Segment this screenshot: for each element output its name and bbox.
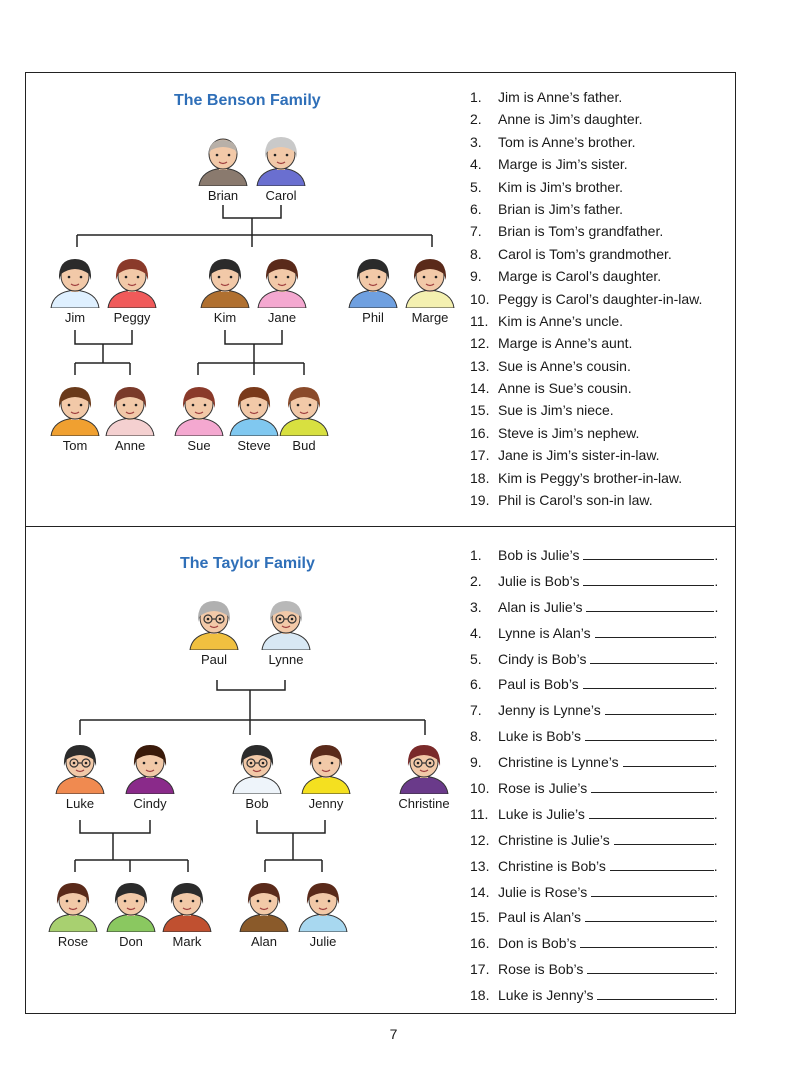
person-name-label: Tom bbox=[62, 438, 88, 453]
question-text: Rose is Bob’s bbox=[498, 961, 588, 978]
question-row bbox=[470, 932, 718, 958]
sentence-row bbox=[470, 108, 702, 130]
person-name-label: Carol bbox=[265, 188, 297, 203]
sentence-row bbox=[470, 399, 702, 421]
question-text: Jenny is Lynne’s bbox=[498, 702, 605, 719]
question-number: 13. bbox=[470, 857, 490, 874]
person-name-label: Luke bbox=[65, 796, 95, 811]
person-portrait-icon bbox=[234, 874, 294, 932]
person-name-label: Cindy bbox=[133, 796, 167, 811]
person-name-label: Jenny bbox=[308, 796, 344, 811]
period: . bbox=[713, 831, 718, 848]
answer-blank[interactable] bbox=[580, 933, 714, 948]
person-portrait-icon bbox=[100, 378, 160, 436]
person-portrait-icon bbox=[227, 736, 287, 794]
question-row bbox=[470, 673, 718, 699]
person-julie bbox=[293, 874, 353, 949]
sentence-number: 1. bbox=[470, 89, 482, 105]
question-row bbox=[470, 648, 718, 674]
person-alan bbox=[234, 874, 294, 949]
period: . bbox=[714, 987, 719, 1004]
sentence-number: 9. bbox=[470, 268, 482, 285]
person-name-label: Lynne bbox=[268, 652, 304, 667]
answer-blank[interactable] bbox=[610, 856, 714, 871]
question-number: 17. bbox=[470, 961, 490, 978]
person-name-label: Rose bbox=[57, 934, 89, 949]
answer-blank[interactable] bbox=[597, 985, 714, 1000]
question-number: 4. bbox=[470, 624, 482, 641]
page-number: 7 bbox=[389, 1026, 398, 1042]
person-portrait-icon bbox=[296, 736, 356, 794]
sentence-number: 6. bbox=[470, 200, 482, 217]
benson-sentence-list bbox=[470, 86, 702, 511]
answer-blank[interactable] bbox=[614, 830, 714, 845]
sentence-text: Steve is Jim’s nephew. bbox=[498, 424, 640, 441]
person-portrait-icon bbox=[43, 874, 103, 932]
sentence-text: Peggy is Carol’s daughter-in-law. bbox=[498, 290, 703, 307]
person-portrait-icon bbox=[195, 250, 255, 308]
question-number: 6. bbox=[470, 676, 482, 693]
person-name-label: Alan bbox=[250, 934, 278, 949]
sentence-row bbox=[470, 310, 702, 332]
person-name-label: Brian bbox=[207, 188, 239, 203]
period: . bbox=[713, 676, 718, 693]
person-peggy bbox=[102, 250, 162, 325]
answer-blank[interactable] bbox=[586, 597, 714, 612]
question-row bbox=[470, 881, 718, 907]
sentence-row bbox=[470, 220, 702, 242]
question-text: Don is Bob’s bbox=[498, 935, 581, 952]
person-name-label: Mark bbox=[172, 934, 202, 949]
person-name-label: Anne bbox=[114, 438, 146, 453]
question-number: 1. bbox=[470, 547, 482, 563]
sentence-row bbox=[470, 131, 702, 153]
question-number: 18. bbox=[470, 987, 490, 1004]
question-row bbox=[470, 906, 718, 932]
sentence-number: 11. bbox=[470, 312, 489, 329]
sentence-number: 3. bbox=[470, 133, 482, 150]
person-sue bbox=[169, 378, 229, 453]
sentence-row bbox=[470, 198, 702, 220]
sentence-text: Marge is Jim’s sister. bbox=[498, 156, 628, 173]
section-divider bbox=[25, 526, 736, 527]
person-name-label: Kim bbox=[213, 310, 237, 325]
sentence-row bbox=[470, 444, 702, 466]
person-luke bbox=[50, 736, 110, 811]
sentence-number: 4. bbox=[470, 156, 482, 173]
sentence-number: 19. bbox=[470, 492, 490, 509]
person-portrait-icon bbox=[394, 736, 454, 794]
question-text: Julie is Bob’s bbox=[498, 572, 584, 589]
person-rose bbox=[43, 874, 103, 949]
sentence-text: Carol is Tom’s grandmother. bbox=[498, 245, 672, 262]
person-portrait-icon bbox=[251, 128, 311, 186]
sentence-row bbox=[470, 332, 702, 354]
person-name-label: Steve bbox=[237, 438, 271, 453]
person-portrait-icon bbox=[400, 250, 460, 308]
person-portrait-icon bbox=[45, 378, 105, 436]
question-text: Lynne is Alan’s bbox=[498, 624, 595, 641]
question-number: 16. bbox=[470, 935, 490, 952]
sentence-row bbox=[470, 288, 702, 310]
person-name-label: Bob bbox=[245, 796, 269, 811]
sentence-text: Kim is Jim’s brother. bbox=[498, 178, 623, 195]
period: . bbox=[713, 754, 718, 771]
question-number: 3. bbox=[470, 598, 482, 615]
question-number: 10. bbox=[470, 780, 490, 797]
sentence-text: Brian is Tom’s grandfather. bbox=[498, 223, 664, 240]
person-portrait-icon bbox=[102, 250, 162, 308]
period: . bbox=[713, 624, 718, 641]
question-text: Bob is Julie’s bbox=[498, 547, 584, 563]
person-portrait-icon bbox=[50, 736, 110, 794]
answer-blank[interactable] bbox=[583, 571, 714, 586]
question-text: Paul is Bob’s bbox=[498, 676, 583, 693]
question-text: Luke is Jenny’s bbox=[498, 987, 598, 1004]
sentence-row bbox=[470, 422, 702, 444]
sentence-text: Brian is Jim’s father. bbox=[498, 200, 624, 217]
question-text: Julie is Rose’s bbox=[498, 883, 592, 900]
sentence-text: Anne is Jim’s daughter. bbox=[498, 111, 643, 128]
answer-blank[interactable] bbox=[585, 907, 714, 922]
period: . bbox=[714, 572, 719, 589]
person-portrait-icon bbox=[252, 250, 312, 308]
person-jim bbox=[45, 250, 105, 325]
person-bob bbox=[227, 736, 287, 811]
question-text: Christine is Julie’s bbox=[498, 831, 614, 848]
question-number: 5. bbox=[470, 650, 482, 667]
sentence-text: Kim is Peggy’s brother-in-law. bbox=[498, 469, 683, 486]
period: . bbox=[713, 805, 718, 822]
sentence-number: 16. bbox=[470, 424, 490, 441]
question-number: 9. bbox=[470, 754, 482, 771]
period: . bbox=[714, 935, 719, 952]
person-christine bbox=[394, 736, 454, 811]
sentence-text: Marge is Carol’s daughter. bbox=[498, 268, 662, 285]
person-paul bbox=[184, 592, 244, 667]
person-portrait-icon bbox=[193, 128, 253, 186]
sentence-number: 7. bbox=[470, 223, 482, 240]
answer-blank[interactable] bbox=[605, 700, 714, 715]
person-name-label: Julie bbox=[309, 934, 337, 949]
sentence-text: Sue is Anne’s cousin. bbox=[498, 357, 631, 374]
period: . bbox=[714, 780, 719, 797]
sentence-number: 2. bbox=[470, 111, 482, 128]
sentence-row bbox=[470, 377, 702, 399]
person-bud bbox=[274, 378, 334, 453]
person-marge bbox=[400, 250, 460, 325]
person-name-label: Jane bbox=[267, 310, 297, 325]
question-row bbox=[470, 570, 718, 596]
person-name-label: Phil bbox=[362, 310, 384, 325]
question-row bbox=[470, 777, 718, 803]
sentence-text: Jane is Jim’s sister-in-law. bbox=[498, 447, 660, 464]
question-text: Christine is Bob’s bbox=[498, 857, 610, 874]
sentence-row bbox=[470, 153, 702, 175]
person-name-label: Christine bbox=[398, 796, 450, 811]
sentence-number: 18. bbox=[470, 469, 490, 486]
person-mark bbox=[157, 874, 217, 949]
person-name-label: Bud bbox=[292, 438, 316, 453]
period: . bbox=[714, 598, 719, 615]
answer-blank[interactable] bbox=[590, 649, 714, 664]
person-name-label: Peggy bbox=[113, 310, 151, 325]
sentence-number: 12. bbox=[470, 335, 490, 352]
taylor-title: The Taylor Family bbox=[180, 555, 315, 572]
question-row bbox=[470, 958, 718, 984]
question-row bbox=[470, 984, 718, 1010]
question-row bbox=[470, 829, 718, 855]
period: . bbox=[714, 547, 719, 563]
question-text: Rose is Julie’s bbox=[498, 780, 592, 797]
sentence-row bbox=[470, 86, 702, 108]
person-portrait-icon bbox=[169, 378, 229, 436]
question-number: 11. bbox=[470, 805, 489, 822]
answer-blank[interactable] bbox=[583, 545, 714, 560]
question-row bbox=[470, 725, 718, 751]
sentence-row bbox=[470, 467, 702, 489]
question-row bbox=[470, 596, 718, 622]
period: . bbox=[714, 961, 719, 978]
person-jane bbox=[252, 250, 312, 325]
period: . bbox=[713, 909, 718, 926]
sentence-text: Anne is Sue’s cousin. bbox=[498, 380, 632, 397]
sentence-text: Sue is Jim’s niece. bbox=[498, 402, 614, 419]
question-row bbox=[470, 622, 718, 648]
question-text: Cindy is Bob’s bbox=[498, 650, 591, 667]
question-row bbox=[470, 803, 718, 829]
answer-blank[interactable] bbox=[591, 882, 714, 897]
question-row bbox=[470, 751, 718, 777]
sentence-number: 8. bbox=[470, 245, 482, 262]
person-portrait-icon bbox=[184, 592, 244, 650]
person-cindy bbox=[120, 736, 180, 811]
sentence-text: Kim is Anne’s uncle. bbox=[498, 312, 624, 329]
answer-blank[interactable] bbox=[591, 778, 714, 793]
period: . bbox=[714, 883, 719, 900]
person-portrait-icon bbox=[343, 250, 403, 308]
sentence-number: 14. bbox=[470, 380, 490, 397]
person-anne bbox=[100, 378, 160, 453]
sentence-text: Tom is Anne’s brother. bbox=[498, 133, 636, 150]
answer-blank[interactable] bbox=[623, 752, 714, 767]
person-don bbox=[101, 874, 161, 949]
question-text: Luke is Bob’s bbox=[498, 728, 585, 745]
period: . bbox=[713, 702, 718, 719]
period: . bbox=[714, 650, 719, 667]
question-text: Christine is Lynne’s bbox=[498, 754, 623, 771]
person-portrait-icon bbox=[120, 736, 180, 794]
person-portrait-icon bbox=[101, 874, 161, 932]
person-kim bbox=[195, 250, 255, 325]
period: . bbox=[713, 857, 718, 874]
question-row bbox=[470, 855, 718, 881]
person-jenny bbox=[296, 736, 356, 811]
sentence-number: 15. bbox=[470, 402, 490, 419]
person-portrait-icon bbox=[256, 592, 316, 650]
person-name-label: Sue bbox=[187, 438, 211, 453]
person-tom bbox=[45, 378, 105, 453]
person-phil bbox=[343, 250, 403, 325]
sentence-row bbox=[470, 355, 702, 377]
person-name-label: Jim bbox=[64, 310, 86, 325]
question-text: Luke is Julie’s bbox=[498, 805, 589, 822]
person-carol bbox=[251, 128, 311, 203]
question-number: 15. bbox=[470, 909, 490, 926]
sentence-row bbox=[470, 243, 702, 265]
sentence-text: Jim is Anne’s father. bbox=[498, 89, 623, 105]
period: . bbox=[713, 728, 718, 745]
person-portrait-icon bbox=[293, 874, 353, 932]
benson-title: The Benson Family bbox=[174, 92, 321, 109]
question-row bbox=[470, 544, 718, 570]
person-name-label: Don bbox=[119, 934, 143, 949]
sentence-row bbox=[470, 489, 702, 511]
person-name-label: Paul bbox=[200, 652, 228, 667]
question-number: 7. bbox=[470, 702, 482, 719]
answer-blank[interactable] bbox=[595, 623, 714, 638]
question-number: 14. bbox=[470, 883, 490, 900]
question-number: 12. bbox=[470, 831, 490, 848]
person-portrait-icon bbox=[157, 874, 217, 932]
answer-blank[interactable] bbox=[587, 959, 714, 974]
sentence-text: Phil is Carol’s son-in law. bbox=[498, 492, 653, 509]
question-row bbox=[470, 699, 718, 725]
taylor-question-list bbox=[470, 544, 718, 1010]
person-portrait-icon bbox=[45, 250, 105, 308]
question-text: Paul is Alan’s bbox=[498, 909, 585, 926]
person-name-label: Marge bbox=[411, 310, 449, 325]
answer-blank[interactable] bbox=[583, 674, 714, 689]
person-brian bbox=[193, 128, 253, 203]
answer-blank[interactable] bbox=[585, 726, 714, 741]
sentence-row bbox=[470, 265, 702, 287]
person-lynne bbox=[256, 592, 316, 667]
question-text: Alan is Julie’s bbox=[498, 598, 587, 615]
sentence-number: 17. bbox=[470, 447, 490, 464]
question-number: 8. bbox=[470, 728, 482, 745]
answer-blank[interactable] bbox=[589, 804, 714, 819]
sentence-row bbox=[470, 176, 702, 198]
question-number: 2. bbox=[470, 572, 482, 589]
person-portrait-icon bbox=[274, 378, 334, 436]
sentence-number: 5. bbox=[470, 178, 482, 195]
sentence-text: Marge is Anne’s aunt. bbox=[498, 335, 633, 352]
sentence-number: 10. bbox=[470, 290, 490, 307]
sentence-number: 13. bbox=[470, 357, 490, 374]
